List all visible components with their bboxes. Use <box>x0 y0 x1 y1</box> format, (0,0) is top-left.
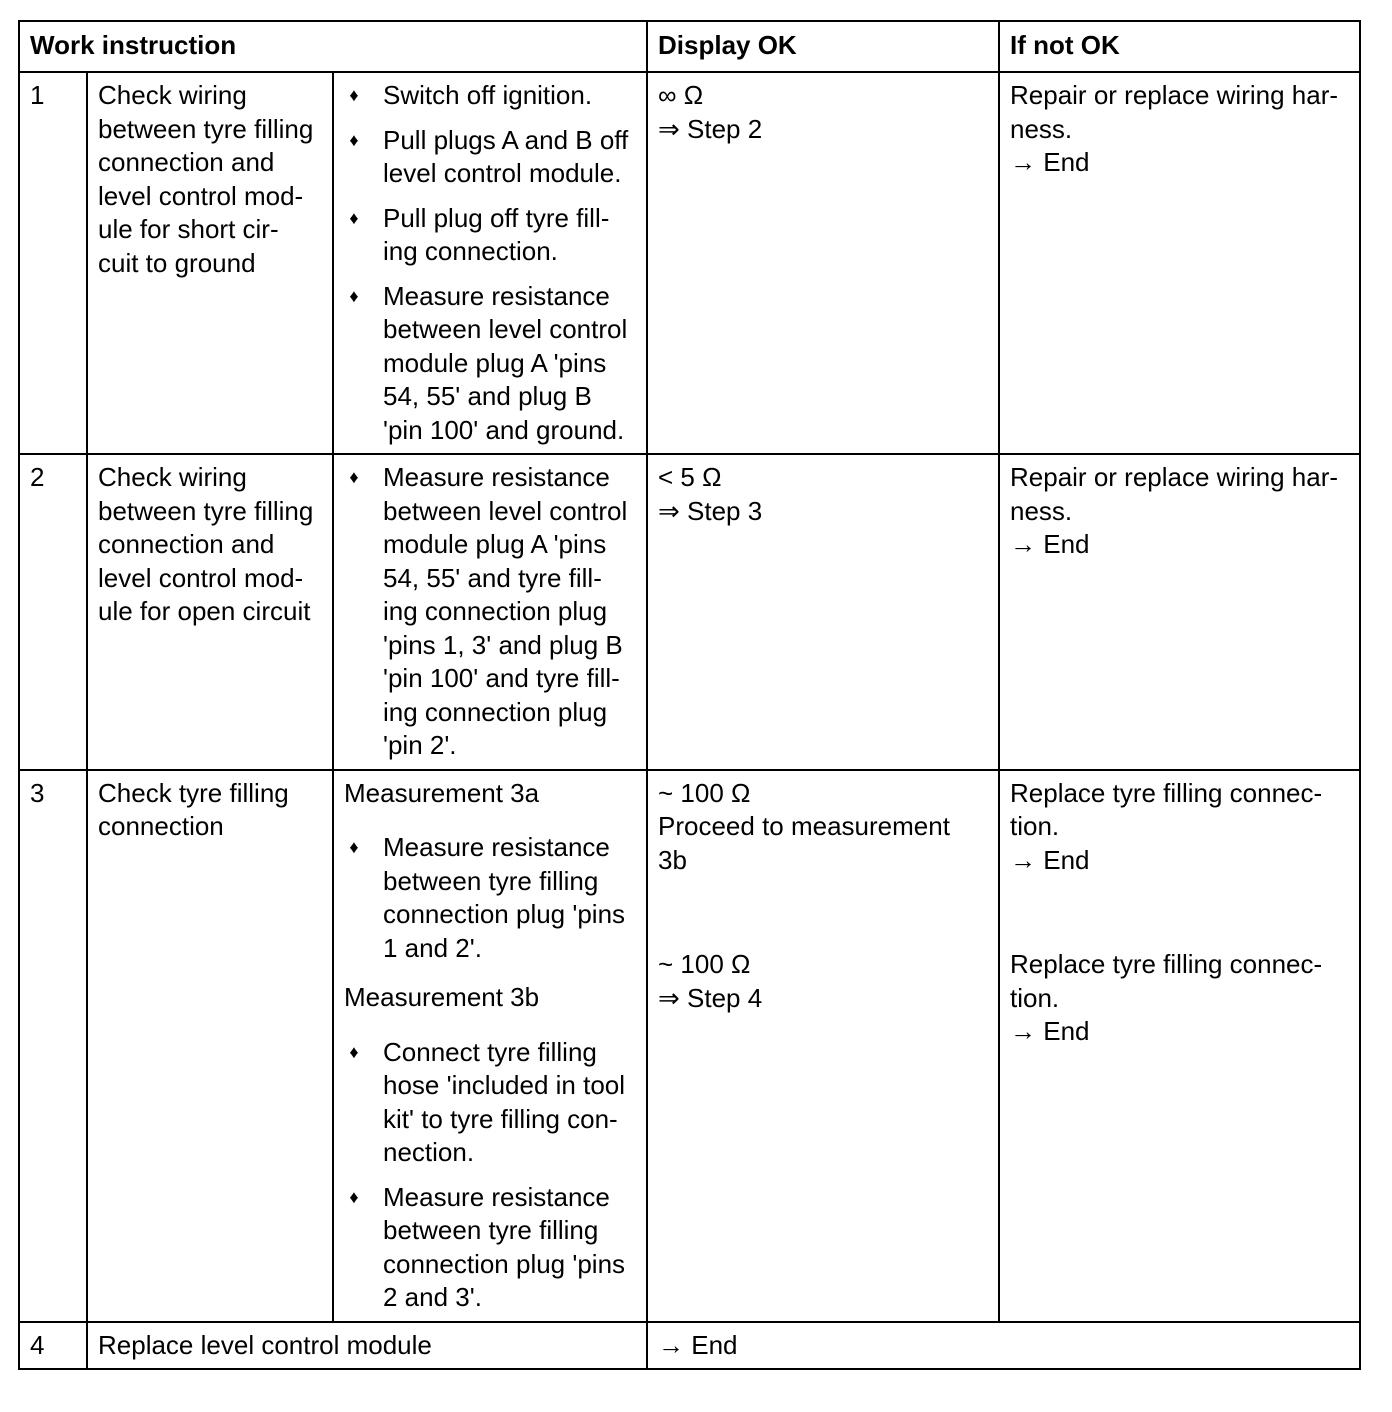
instruction-list <box>344 79 636 447</box>
instruction-line: level control module. <box>383 158 622 188</box>
step-instructions <box>333 770 647 1322</box>
measurement-3b-label: Measurement 3b <box>344 982 540 1012</box>
instruction-line: Measure resistance <box>383 280 610 311</box>
header-if-not-ok: If not OK <box>999 21 1360 72</box>
instruction-item <box>344 1181 636 1315</box>
header-display-ok: Display OK <box>647 21 999 72</box>
instruction-list <box>344 461 636 763</box>
diamond-bullet-icon: ♦ <box>349 837 359 857</box>
instruction-list <box>344 1036 636 1315</box>
display-ok-next-step: ⇒ Step 3 <box>658 495 763 526</box>
if-not-ok-line: → End <box>1010 529 1090 559</box>
if-not-ok-line: → End <box>1010 1016 1090 1046</box>
instruction-line: Switch off ignition. <box>383 80 593 110</box>
step-title-line: ule for short cir- <box>98 214 279 244</box>
if-not-ok-line: Repair or replace wiring har- <box>1010 462 1339 492</box>
diamond-bullet-icon: ♦ <box>349 129 359 150</box>
diamond-bullet-icon: ♦ <box>349 1186 359 1207</box>
if-not-ok-line: → End <box>1010 147 1090 177</box>
instruction-line: 54, 55' and tyre fill- <box>383 562 602 593</box>
instruction-line: Measure resistance <box>383 1181 610 1212</box>
header-work-instruction: Work instruction <box>19 21 647 72</box>
measurement-3a-label: Measurement 3a <box>344 777 540 808</box>
instruction-line: 'pin 100' and ground. <box>383 414 625 445</box>
instruction-line: hose 'included in tool <box>383 1070 626 1100</box>
display-ok-value: ∞ Ω <box>658 80 704 110</box>
step-title <box>87 72 333 454</box>
instruction-line: 1 and 2'. <box>383 932 482 963</box>
if-not-ok-line: tion. <box>1010 811 1060 841</box>
display-ok-next-step: ⇒ Step 2 <box>658 113 763 144</box>
display-ok-value: < 5 Ω <box>658 462 722 492</box>
step-title-line: level control mod- <box>98 562 304 593</box>
instruction-line: module plug A 'pins <box>383 529 607 559</box>
table-row <box>19 454 1360 770</box>
work-instruction-table <box>18 20 1361 1370</box>
instruction-line: module plug A 'pins <box>383 347 607 378</box>
instruction-line: Pull plug off tyre fill- <box>383 202 610 233</box>
diamond-bullet-icon: ♦ <box>349 207 359 228</box>
instruction-line: between level control <box>383 314 628 344</box>
table-header-row <box>19 21 1360 72</box>
if-not-ok-cell <box>999 454 1360 770</box>
step-title-line: connection <box>98 811 224 841</box>
instruction-line: ing connection plug <box>383 696 608 727</box>
display-ok-value: ~ 100 Ω <box>658 949 751 979</box>
table-row <box>19 770 1360 1322</box>
if-not-ok-line: Replace tyre filling connec- <box>1010 777 1323 808</box>
step-title: Replace level control module <box>87 1322 647 1370</box>
diamond-bullet-icon: ♦ <box>349 285 359 306</box>
step-number: 1 <box>19 72 87 454</box>
diamond-bullet-icon: ♦ <box>349 85 359 105</box>
instruction-line: Connect tyre filling <box>383 1036 597 1067</box>
instruction-line: between tyre filling <box>383 1215 599 1245</box>
if-not-ok-line: ness. <box>1010 113 1073 144</box>
display-ok-cell <box>647 454 999 770</box>
step-instructions <box>333 454 647 770</box>
step-number: 4 <box>19 1322 87 1370</box>
instruction-line: 54, 55' and plug B <box>383 381 592 411</box>
instruction-item <box>344 79 636 113</box>
table-row <box>19 72 1360 454</box>
instruction-item <box>344 124 636 191</box>
instruction-item <box>344 1036 636 1170</box>
instruction-line: Measure resistance <box>383 462 610 492</box>
step-title-line: between tyre filling <box>98 113 314 144</box>
if-not-ok-line: ness. <box>1010 495 1073 526</box>
instruction-item <box>344 461 636 763</box>
instruction-item <box>344 280 636 448</box>
display-ok-cell: → End <box>647 1322 1360 1370</box>
instruction-line: 'pin 100' and tyre fill- <box>383 663 620 693</box>
instruction-line: ing connection plug <box>383 596 608 626</box>
if-not-ok-cell <box>999 72 1360 454</box>
step-title-line: Check wiring <box>98 80 247 110</box>
step-title <box>87 454 333 770</box>
step-title-line: cuit to ground <box>98 247 256 278</box>
if-not-ok-line: → End <box>1010 844 1090 875</box>
table-row <box>19 1322 1360 1370</box>
instruction-line: 2 and 3'. <box>383 1282 482 1312</box>
instruction-line: kit' to tyre filling con- <box>383 1103 618 1134</box>
step-title-line: connection and <box>98 147 275 177</box>
display-ok-next-step: Proceed to measurement <box>658 811 950 841</box>
diamond-bullet-icon: ♦ <box>349 1041 359 1062</box>
display-ok-next-step: 3b <box>658 844 687 875</box>
instruction-line: Pull plugs A and B off <box>383 124 629 155</box>
instruction-line: between level control <box>383 495 628 526</box>
instruction-line: ing connection. <box>383 236 558 266</box>
instruction-line: nection. <box>383 1137 475 1167</box>
step-number: 3 <box>19 770 87 1322</box>
instruction-item <box>344 831 636 965</box>
step-instructions <box>333 72 647 454</box>
step-title-line: level control mod- <box>98 180 304 211</box>
instruction-item <box>344 202 636 269</box>
instruction-list <box>344 831 636 965</box>
if-not-ok-line: tion. <box>1010 982 1060 1013</box>
step-title-line: Check wiring <box>98 462 247 492</box>
if-not-ok-line: Replace tyre filling connec- <box>1010 949 1323 979</box>
display-ok-next-step: ⇒ Step 4 <box>658 982 763 1013</box>
instruction-line: connection plug 'pins <box>383 899 626 929</box>
instruction-line: 'pin 2'. <box>383 730 457 760</box>
display-ok-cell <box>647 72 999 454</box>
step-title-line: ule for open circuit <box>98 596 311 626</box>
display-ok-value: ~ 100 Ω <box>658 777 751 808</box>
instruction-line: between tyre filling <box>383 865 599 896</box>
step-number: 2 <box>19 454 87 770</box>
diamond-bullet-icon: ♦ <box>349 467 359 487</box>
instruction-line: 'pins 1, 3' and plug B <box>383 629 623 660</box>
display-ok-cell <box>647 770 999 1322</box>
step-title-line: Check tyre filling <box>98 777 289 808</box>
instruction-line: connection plug 'pins <box>383 1248 626 1279</box>
step-title-line: between tyre filling <box>98 495 314 526</box>
if-not-ok-cell <box>999 770 1360 1322</box>
step-title <box>87 770 333 1322</box>
step-title-line: connection and <box>98 529 275 559</box>
instruction-line: Measure resistance <box>383 832 610 862</box>
if-not-ok-line: Repair or replace wiring har- <box>1010 80 1339 110</box>
